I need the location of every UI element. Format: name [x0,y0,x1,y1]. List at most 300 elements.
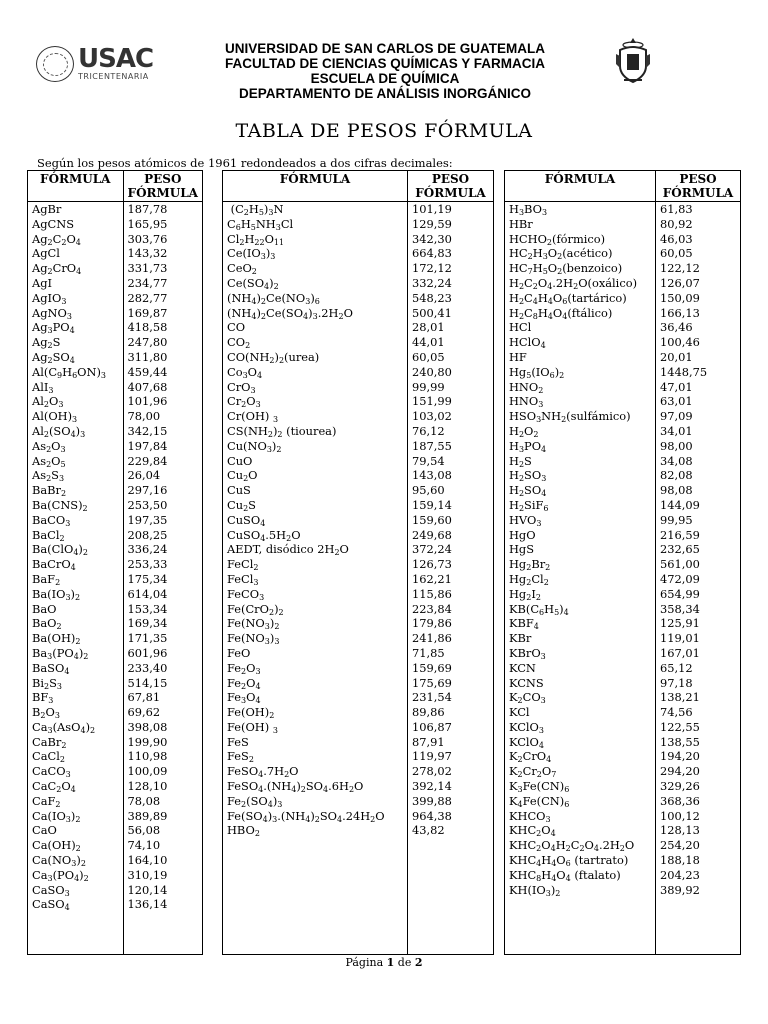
formula-cell: $CO(NH_2)_2(urea)$ [223,350,408,365]
table-row [28,483,203,498]
table-row [223,454,494,469]
formula-cell: $HC_7H_5O_2(benzoico)$ [505,261,656,276]
formula-cell: $KHC_8H_4O_4$ (ftalato) [505,868,656,883]
table-row [223,246,494,261]
formula-cell: Fe(OH) $_3$ [223,720,408,735]
weight-cell: 151,99 [412,394,452,409]
weight-cell: 398,08 [127,719,168,734]
formula-cell: $HCHO_2(fórmico)$ [505,232,656,247]
table-row [223,587,494,602]
weight-cell: 120,14 [127,882,168,897]
formula-cell: CaCl$_2$ [28,749,124,764]
formula-cell: $Fe_3O_4$ [223,690,408,705]
formula-cell: $Ba(CNS)_2$ [28,498,124,513]
weight-cell: 110,98 [127,749,168,764]
formula-cell: KClO$_3$ [505,720,656,735]
weight-cell: 99,99 [412,379,445,394]
weight-cell: 964,38 [412,808,452,823]
weight-cell: 294,20 [660,764,700,779]
table-row [223,350,494,365]
table-row [505,572,741,587]
table-row [505,217,741,232]
formula-cell: BaCl$_2$ [28,528,124,543]
weight-cell: 128,10 [127,779,168,794]
weight-cell: 254,20 [660,838,700,853]
formula-cell: $K_4Fe(CN)_6$ [505,794,656,809]
table-row [223,779,494,794]
weight-cell: 232,65 [660,542,700,557]
formula-cell: CaSO$_4$ [28,897,124,912]
weight-cell: 162,21 [412,571,452,586]
weight-cell: 204,23 [660,867,700,882]
usac-logo: USAC [78,44,154,74]
table-row [505,350,741,365]
table-row [28,823,203,838]
formula-cell: $H_2C_4H_4O_6(tartárico)$ [505,291,656,306]
table-row [28,291,203,306]
weight-cell: 100,46 [660,335,700,350]
formula-cell: CaF$_2$ [28,794,124,809]
formula-cell: HClO$_4$ [505,335,656,350]
table-row [505,365,741,380]
weight-cell: 129,59 [412,216,452,231]
table-row [223,676,494,691]
formula-cell: KCl [505,705,656,720]
formula-cell: FeO [223,646,408,661]
formula-cell: $Hg_2Br_2$ [505,557,656,572]
table-row [505,542,741,557]
formula-cell: $Fe(SO_4)_3.(NH_4)_2SO_4.24H_2O$ [223,809,408,824]
table-row [28,720,203,735]
formula-cell: $Fe(OH)_2$ [223,705,408,720]
col-peso: PESO FÓRMULA [408,171,494,202]
weight-cell: 159,14 [412,497,452,512]
weight-cell: 47,01 [660,379,693,394]
table-row [28,439,203,454]
table-row [223,217,494,232]
weight-cell: 216,59 [660,527,700,542]
table-row [223,823,494,838]
formula-cell: BaSO$_4$ [28,661,124,676]
formula-cell: $HNO_2$ [505,380,656,395]
table-row [505,616,741,631]
formula-cell: BaO [28,602,124,617]
weight-cell: 331,73 [127,261,168,276]
weight-cell: 63,01 [660,394,693,409]
formula-cell: $Al(OH)_3$ [28,409,124,424]
table-row [505,749,741,764]
table-row [28,306,203,321]
formula-cell: $BF_3$ [28,690,124,705]
table-row [28,380,203,395]
formula-cell: $KHC_2O_4$ [505,823,656,838]
table-row [28,320,203,335]
weight-cell: 188,18 [660,853,700,868]
usac-logo-sub: TRICENTENARIA [78,72,149,81]
table-row [223,794,494,809]
table-row [223,439,494,454]
weight-cell: 103,02 [412,409,452,424]
formula-cell: $Fe(NO_3)_3$ [223,631,408,646]
formula-cell: $As_2S_3$ [28,468,124,483]
table-row [28,616,203,631]
weight-cell: 165,95 [127,216,168,231]
weight-cell: 126,73 [412,557,452,572]
weight-cell: 97,09 [660,409,693,424]
header-school: ESCUELA DE QUÍMICA [310,71,460,86]
table-row [28,365,203,380]
weight-cell: 143,32 [127,246,168,261]
weight-cell: 368,36 [660,793,700,808]
formula-cell: AlI$_3$ [28,380,124,395]
col-formula: FÓRMULA [505,171,656,202]
formula-cell: $B_2O_3$ [28,705,124,720]
formula-cell: CaBr$_2$ [28,735,124,750]
weight-cell: 69,62 [127,705,161,720]
weight-cell: 175,69 [412,675,452,690]
formula-cell: AgI [28,276,124,291]
formula-cell: $Fe(CrO_2)_2$ [223,602,408,617]
formula-cell: $Hg_2Cl_2$ [505,572,656,587]
weight-cell: 514,15 [127,675,168,690]
formula-cell: $As_2O_3$ [28,439,124,454]
table-row [28,557,203,572]
formula-cell: AgIO$_3$ [28,291,124,306]
formula-cell: BaCO$_3$ [28,513,124,528]
table-filler [28,912,203,954]
weight-cell: 98,00 [660,438,693,453]
weight-cell: 122,12 [660,261,700,276]
weight-cell: 78,00 [127,409,161,424]
table-row [28,276,203,291]
formula-cell: CuS [223,483,408,498]
weight-cell: 153,34 [127,601,168,616]
weight-cell: 138,55 [660,734,700,749]
formula-cell: $Cl_2H_{22}O_{11}$ [223,232,408,247]
weight-cell: 231,54 [412,690,452,705]
weight-cell: 125,91 [660,616,700,631]
table-row [223,705,494,720]
weight-cell: 187,55 [412,438,452,453]
formula-cell: $Ba(OH)_2$ [28,631,124,646]
formula-cell: $Ce(IO_3)_3$ [223,246,408,261]
table-row [223,646,494,661]
weight-cell: 28,01 [412,320,445,335]
table-row [28,468,203,483]
formula-table-3 [504,170,741,955]
weight-cell: 342,30 [412,231,452,246]
table-row [223,365,494,380]
weight-cell: 472,09 [660,571,700,586]
col-formula: FÓRMULA [223,171,408,202]
formula-cell: BaF$_2$ [28,572,124,587]
weight-cell: 240,80 [412,364,452,379]
table-row [505,720,741,735]
weight-cell: 71,85 [412,645,445,660]
weight-cell: 34,08 [660,453,693,468]
table-row [28,498,203,513]
weight-cell: 100,09 [127,764,168,779]
formula-cell: $Ba_3(PO_4)_2$ [28,646,124,661]
weight-cell: 171,35 [127,631,168,646]
weight-cell: 74,56 [660,705,693,720]
formula-cell: CaSO$_3$ [28,883,124,898]
table-row [28,335,203,350]
formula-cell: $FeSO_4.7H_2O$ [223,764,408,779]
table-row [28,454,203,469]
weight-cell: 197,84 [127,438,168,453]
formula-cell: AgBr [28,202,124,217]
formula-cell: AgCl [28,246,124,261]
table-row [505,291,741,306]
weight-cell: 56,08 [127,823,161,838]
table-row [28,587,203,602]
institution-header [160,41,610,101]
formula-cell: $Ba(ClO_4)_2$ [28,542,124,557]
table-row [28,646,203,661]
table-row [223,631,494,646]
table-row [28,409,203,424]
weight-cell: 329,26 [660,779,700,794]
table-row [28,394,203,409]
formula-cell: HgS [505,542,656,557]
weight-cell: 199,90 [127,734,168,749]
weight-cell: 101,96 [127,394,168,409]
table-row [223,764,494,779]
formula-cell: CaCO$_3$ [28,764,124,779]
weight-cell: 136,14 [127,897,168,912]
table-row [28,838,203,853]
formula-cell: $(C_2H_5)_3N$ [223,202,408,217]
table-row [223,528,494,543]
table-row [505,587,741,602]
formula-cell: $K_2CrO_4$ [505,749,656,764]
table-row [505,498,741,513]
weight-cell: 197,35 [127,512,168,527]
table-row [28,897,203,912]
table-row [223,661,494,676]
weight-cell: 46,03 [660,231,693,246]
table-row [28,853,203,868]
table-row [505,232,741,247]
weight-cell: 392,14 [412,779,452,794]
weight-cell: 79,54 [412,453,445,468]
weight-cell: 138,21 [660,690,700,705]
weight-cell: 407,68 [127,379,168,394]
weight-cell: 43,82 [412,823,445,838]
table-row [223,720,494,735]
table-row [223,483,494,498]
weight-cell: 253,50 [127,497,168,512]
table-row [505,661,741,676]
table-row [505,809,741,824]
weight-cell: 119,97 [412,749,452,764]
header-department: DEPARTAMENTO DE ANÁLISIS INORGÁNICO [238,86,531,101]
formula-cell: $K_2Cr_2O_7$ [505,764,656,779]
table-row [505,868,741,883]
formula-cell: $C_6H_5NH_3Cl$ [223,217,408,232]
table-row [223,424,494,439]
weight-cell: 159,69 [412,660,452,675]
weight-cell: 82,08 [660,468,693,483]
table-row [223,735,494,750]
table-row [28,676,203,691]
formula-cell: $CaC_2O_4$ [28,779,124,794]
weight-cell: 601,96 [127,645,168,660]
formula-cell: FeCl$_3$ [223,572,408,587]
formula-cell: $Ag_2SO_4$ [28,350,124,365]
formula-cell: $KH(IO_3)_2$ [505,883,656,898]
intro-note: Según los pesos atómicos de 1961 redondeados a dos cifras decimales: [37,156,453,170]
formula-cell: $H_2S$ [505,454,656,469]
table-row [223,232,494,247]
formula-table-2 [222,170,494,955]
weight-cell: 372,24 [412,542,452,557]
table-row [28,764,203,779]
table-row [505,513,741,528]
weight-cell: 208,25 [127,527,168,542]
weight-cell: 78,08 [127,793,161,808]
table-row [28,261,203,276]
weight-cell: 60,05 [412,349,445,364]
table-row [28,350,203,365]
weight-cell: 80,92 [660,216,693,231]
table-row [223,690,494,705]
table-row [28,809,203,824]
formula-cell: $Al_2O_3$ [28,394,124,409]
table-row [223,602,494,617]
weight-cell: 87,91 [412,734,445,749]
formula-cell: $Ca_3(AsO_4)_2$ [28,720,124,735]
header-university: UNIVERSIDAD DE SAN CARLOS DE GUATEMALA [224,41,545,56]
table-row [223,513,494,528]
formula-cell: $Fe_2(SO_4)_3$ [223,794,408,809]
table-row [505,409,741,424]
formula-cell: KBrO$_3$ [505,646,656,661]
formula-cell: $H_2C_2O_4.2H_2O(oxálico)$ [505,276,656,291]
weight-cell: 61,83 [660,202,693,216]
weight-cell: 150,09 [660,290,700,305]
formula-cell: KCNS [505,676,656,691]
formula-cell: KBr [505,631,656,646]
weight-cell: 143,08 [412,468,452,483]
weight-cell: 101,19 [412,202,452,216]
table-row [505,631,741,646]
weight-cell: 332,24 [412,275,452,290]
formula-cell: BaCrO$_4$ [28,557,124,572]
formula-cell: $K_2CO_3$ [505,690,656,705]
table-row [223,380,494,395]
formula-cell: $Cr_2O_3$ [223,394,408,409]
formula-cell: $Co_3O_4$ [223,365,408,380]
table-row [28,217,203,232]
formula-cell: $Cu_2S$ [223,498,408,513]
formula-cell: $H_3PO_4$ [505,439,656,454]
table-row [505,246,741,261]
formula-cell: $HBO_2$ [223,823,408,838]
table-row [223,261,494,276]
table-filler [505,897,741,954]
weight-cell: 122,55 [660,719,700,734]
table-row [505,602,741,617]
table-row [28,513,203,528]
weight-cell: 561,00 [660,557,700,572]
formula-cell: $Ag_2S$ [28,335,124,350]
weight-cell: 34,01 [660,423,693,438]
table-row [28,202,203,217]
table-row [28,246,203,261]
formula-cell: CuSO$_4$ [223,513,408,528]
table-row [28,794,203,809]
table-row [28,883,203,898]
formula-cell: $H_2SO_3$ [505,468,656,483]
formula-cell: $CuSO_4.5H_2O$ [223,528,408,543]
formula-cell: $Ag_2CrO_4$ [28,261,124,276]
weight-cell: 399,88 [412,793,452,808]
table-row [505,261,741,276]
formula-cell: $Ca(IO_3)_2$ [28,809,124,824]
table-row [223,809,494,824]
weight-cell: 241,86 [412,631,452,646]
formula-cell: BaO$_2$ [28,616,124,631]
weight-cell: 76,12 [412,423,445,438]
formula-cell: CrO$_3$ [223,380,408,395]
weight-cell: 172,12 [412,261,452,276]
table-row [28,749,203,764]
formula-cell: $KBF_4$ [505,616,656,631]
formula-cell: $Ca(OH)_2$ [28,838,124,853]
table-row [505,394,741,409]
formula-cell: FeS [223,735,408,750]
table-row [223,468,494,483]
weight-cell: 253,33 [127,557,168,572]
table-row [505,823,741,838]
weight-cell: 128,13 [660,823,700,838]
weight-cell: 233,40 [127,660,168,675]
weight-cell: 229,84 [127,453,168,468]
weight-cell: 336,24 [127,542,168,557]
table-row [505,483,741,498]
weight-cell: 614,04 [127,586,168,601]
weight-cell: 179,86 [412,616,452,631]
weight-cell: 144,09 [660,497,700,512]
weight-cell: 342,15 [127,423,168,438]
table-row [505,202,741,217]
table-row [28,868,203,883]
weight-cell: 548,23 [412,290,452,305]
weight-cell: 44,01 [412,335,445,350]
weight-cell: 115,86 [412,586,452,601]
formula-cell: $As_2O_5$ [28,454,124,469]
formula-cell: $H_2SiF_6$ [505,498,656,513]
formula-cell: $HSO_3NH_2(sulfámico)$ [505,409,656,424]
formula-cell: $HNO_3$ [505,394,656,409]
weight-cell: 389,89 [127,808,168,823]
col-peso: PESO FÓRMULA [123,171,202,202]
formula-cell: KClO$_4$ [505,735,656,750]
table-row [223,306,494,321]
formula-cell: $Ce(SO_4)_2$ [223,276,408,291]
weight-cell: 26,04 [127,468,161,483]
formula-cell: $Ag_2C_2O_4$ [28,232,124,247]
table-row [505,794,741,809]
weight-cell: 119,01 [660,631,700,646]
table-row [223,291,494,306]
table-row [505,883,741,898]
formula-cell: HF [505,350,656,365]
weight-cell: 106,87 [412,719,452,734]
formula-cell: $HVO_3$ [505,513,656,528]
